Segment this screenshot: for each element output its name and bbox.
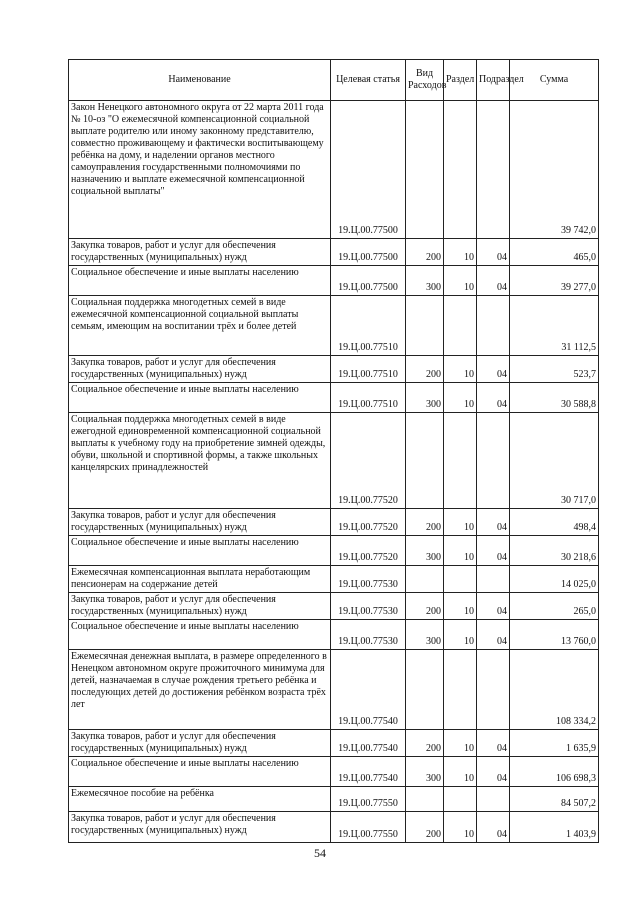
header-target: Целевая статья — [331, 60, 406, 101]
row-name: Ежемесячная компенсационная выплата неработающим пенсионерам на содержание детей — [69, 566, 331, 593]
row-expense-type: 300 — [406, 266, 444, 296]
row-name: Закупка товаров, работ и услуг для обеспечения государственных (муниципальных) нужд — [69, 356, 331, 383]
row-section: 10 — [444, 757, 477, 787]
row-subsection: 04 — [477, 356, 510, 383]
row-amount: 265,0 — [510, 593, 599, 620]
table-row — [69, 593, 599, 620]
row-subsection: 04 — [477, 509, 510, 536]
row-section — [444, 413, 477, 509]
row-section — [444, 101, 477, 239]
row-subsection: 04 — [477, 593, 510, 620]
row-amount: 30 218,6 — [510, 536, 599, 566]
row-amount: 39 742,0 — [510, 101, 599, 239]
row-amount: 1 403,9 — [510, 812, 599, 843]
row-target: 19.Ц.00.77530 — [331, 620, 406, 650]
row-target: 19.Ц.00.77540 — [331, 757, 406, 787]
header-amount: Сумма — [510, 60, 599, 101]
table-row — [69, 650, 599, 730]
row-name: Социальное обеспечение и иные выплаты населению — [69, 757, 331, 787]
row-subsection: 04 — [477, 757, 510, 787]
table-row — [69, 356, 599, 383]
row-target: 19.Ц.00.77500 — [331, 239, 406, 266]
row-expense-type: 200 — [406, 356, 444, 383]
row-name: Социальное обеспечение и иные выплаты населению — [69, 536, 331, 566]
table-body — [69, 101, 599, 843]
row-section: 10 — [444, 383, 477, 413]
table-row — [69, 239, 599, 266]
row-expense-type: 300 — [406, 536, 444, 566]
page-number: 54 — [314, 846, 326, 860]
row-target: 19.Ц.00.77510 — [331, 356, 406, 383]
row-expense-type: 300 — [406, 620, 444, 650]
row-name: Закупка товаров, работ и услуг для обеспечения государственных (муниципальных) нужд — [69, 812, 331, 843]
row-subsection — [477, 296, 510, 356]
table-row — [69, 296, 599, 356]
table-row — [69, 536, 599, 566]
row-target: 19.Ц.00.77510 — [331, 296, 406, 356]
table-row — [69, 383, 599, 413]
row-target: 19.Ц.00.77510 — [331, 383, 406, 413]
row-section: 10 — [444, 536, 477, 566]
row-section: 10 — [444, 593, 477, 620]
row-amount: 30 717,0 — [510, 413, 599, 509]
row-name: Закупка товаров, работ и услуг для обеспечения государственных (муниципальных) нужд — [69, 239, 331, 266]
row-name: Закон Ненецкого автономного округа от 22 марта 2011 года № 10-оз "О ежемесячной компенсационной социальной выплате родителю или иному законному представителю, совместно проживающему и фактически воспитывающему ребёнка на дому, и наделении органов местного самоуправления государственными полномочиями по назначению и выплате ежемесячной компенсационной социальной выплаты" — [69, 101, 331, 239]
row-target: 19.Ц.00.77520 — [331, 536, 406, 566]
row-expense-type: 200 — [406, 239, 444, 266]
header-name: Наименование — [69, 60, 331, 101]
row-subsection: 04 — [477, 383, 510, 413]
row-name: Социальная поддержка многодетных семей в виде ежемесячной компенсационной социальной выплаты семьям, имеющим на воспитании трёх и более детей — [69, 296, 331, 356]
row-subsection — [477, 101, 510, 239]
row-amount: 14 025,0 — [510, 566, 599, 593]
row-name: Ежемесячная денежная выплата, в размере определенного в Ненецком автономном округе прожиточного минимума для детей, назначаемая в случае рождения третьего ребёнка и последующих детей до достижения ребёнком возраста трёх лет — [69, 650, 331, 730]
table-row — [69, 266, 599, 296]
row-target: 19.Ц.00.77540 — [331, 730, 406, 757]
row-name: Закупка товаров, работ и услуг для обеспечения государственных (муниципальных) нужд — [69, 509, 331, 536]
row-section — [444, 650, 477, 730]
row-expense-type: 200 — [406, 593, 444, 620]
row-target: 19.Ц.00.77540 — [331, 650, 406, 730]
row-target: 19.Ц.00.77550 — [331, 787, 406, 812]
row-target: 19.Ц.00.77520 — [331, 509, 406, 536]
table-row — [69, 812, 599, 843]
row-name: Социальное обеспечение и иные выплаты населению — [69, 266, 331, 296]
row-subsection: 04 — [477, 730, 510, 757]
row-amount: 106 698,3 — [510, 757, 599, 787]
row-subsection — [477, 650, 510, 730]
row-expense-type: 300 — [406, 383, 444, 413]
row-target: 19.Ц.00.77520 — [331, 413, 406, 509]
row-amount: 498,4 — [510, 509, 599, 536]
row-subsection — [477, 413, 510, 509]
row-amount: 84 507,2 — [510, 787, 599, 812]
row-expense-type — [406, 101, 444, 239]
row-target: 19.Ц.00.77550 — [331, 812, 406, 843]
row-target: 19.Ц.00.77500 — [331, 266, 406, 296]
budget-table — [68, 59, 599, 843]
row-expense-type — [406, 296, 444, 356]
row-expense-type — [406, 787, 444, 812]
table-row — [69, 787, 599, 812]
row-target: 19.Ц.00.77530 — [331, 593, 406, 620]
header-expense-type: Вид Расходов — [406, 60, 444, 101]
table-row — [69, 566, 599, 593]
row-target: 19.Ц.00.77530 — [331, 566, 406, 593]
row-section: 10 — [444, 730, 477, 757]
row-name: Социальное обеспечение и иные выплаты населению — [69, 620, 331, 650]
row-name: Закупка товаров, работ и услуг для обеспечения государственных (муниципальных) нужд — [69, 730, 331, 757]
table-row — [69, 757, 599, 787]
table-header-row — [69, 60, 599, 101]
row-subsection: 04 — [477, 239, 510, 266]
row-section — [444, 296, 477, 356]
row-section: 10 — [444, 620, 477, 650]
row-section: 10 — [444, 356, 477, 383]
row-subsection: 04 — [477, 266, 510, 296]
row-expense-type: 200 — [406, 812, 444, 843]
row-expense-type: 200 — [406, 730, 444, 757]
row-section — [444, 566, 477, 593]
row-section: 10 — [444, 239, 477, 266]
table-row — [69, 101, 599, 239]
row-section: 10 — [444, 509, 477, 536]
row-amount: 108 334,2 — [510, 650, 599, 730]
row-amount: 31 112,5 — [510, 296, 599, 356]
row-name: Социальное обеспечение и иные выплаты населению — [69, 383, 331, 413]
row-section: 10 — [444, 266, 477, 296]
table-row — [69, 620, 599, 650]
table-row — [69, 509, 599, 536]
row-expense-type — [406, 566, 444, 593]
row-amount: 523,7 — [510, 356, 599, 383]
table-row — [69, 730, 599, 757]
row-expense-type: 300 — [406, 757, 444, 787]
row-section — [444, 787, 477, 812]
row-target: 19.Ц.00.77500 — [331, 101, 406, 239]
row-expense-type: 200 — [406, 509, 444, 536]
row-amount: 465,0 — [510, 239, 599, 266]
row-section: 10 — [444, 812, 477, 843]
row-name: Закупка товаров, работ и услуг для обеспечения государственных (муниципальных) нужд — [69, 593, 331, 620]
row-subsection — [477, 566, 510, 593]
row-amount: 39 277,0 — [510, 266, 599, 296]
header-subsection: Подраздел — [477, 60, 510, 101]
table-row — [69, 413, 599, 509]
row-amount: 30 588,8 — [510, 383, 599, 413]
row-name: Социальная поддержка многодетных семей в виде ежегодной единовременной компенсационной социальной выплаты к учебному году на приобретение зимней одежды, обуви, школьной и спортивной формы, а также школьных канцелярских принадлежностей — [69, 413, 331, 509]
row-subsection — [477, 787, 510, 812]
header-section: Раздел — [444, 60, 477, 101]
row-subsection: 04 — [477, 812, 510, 843]
row-expense-type — [406, 413, 444, 509]
row-expense-type — [406, 650, 444, 730]
row-amount: 13 760,0 — [510, 620, 599, 650]
row-name: Ежемесячное пособие на ребёнка — [69, 787, 331, 812]
row-subsection: 04 — [477, 620, 510, 650]
row-subsection: 04 — [477, 536, 510, 566]
row-amount: 1 635,9 — [510, 730, 599, 757]
